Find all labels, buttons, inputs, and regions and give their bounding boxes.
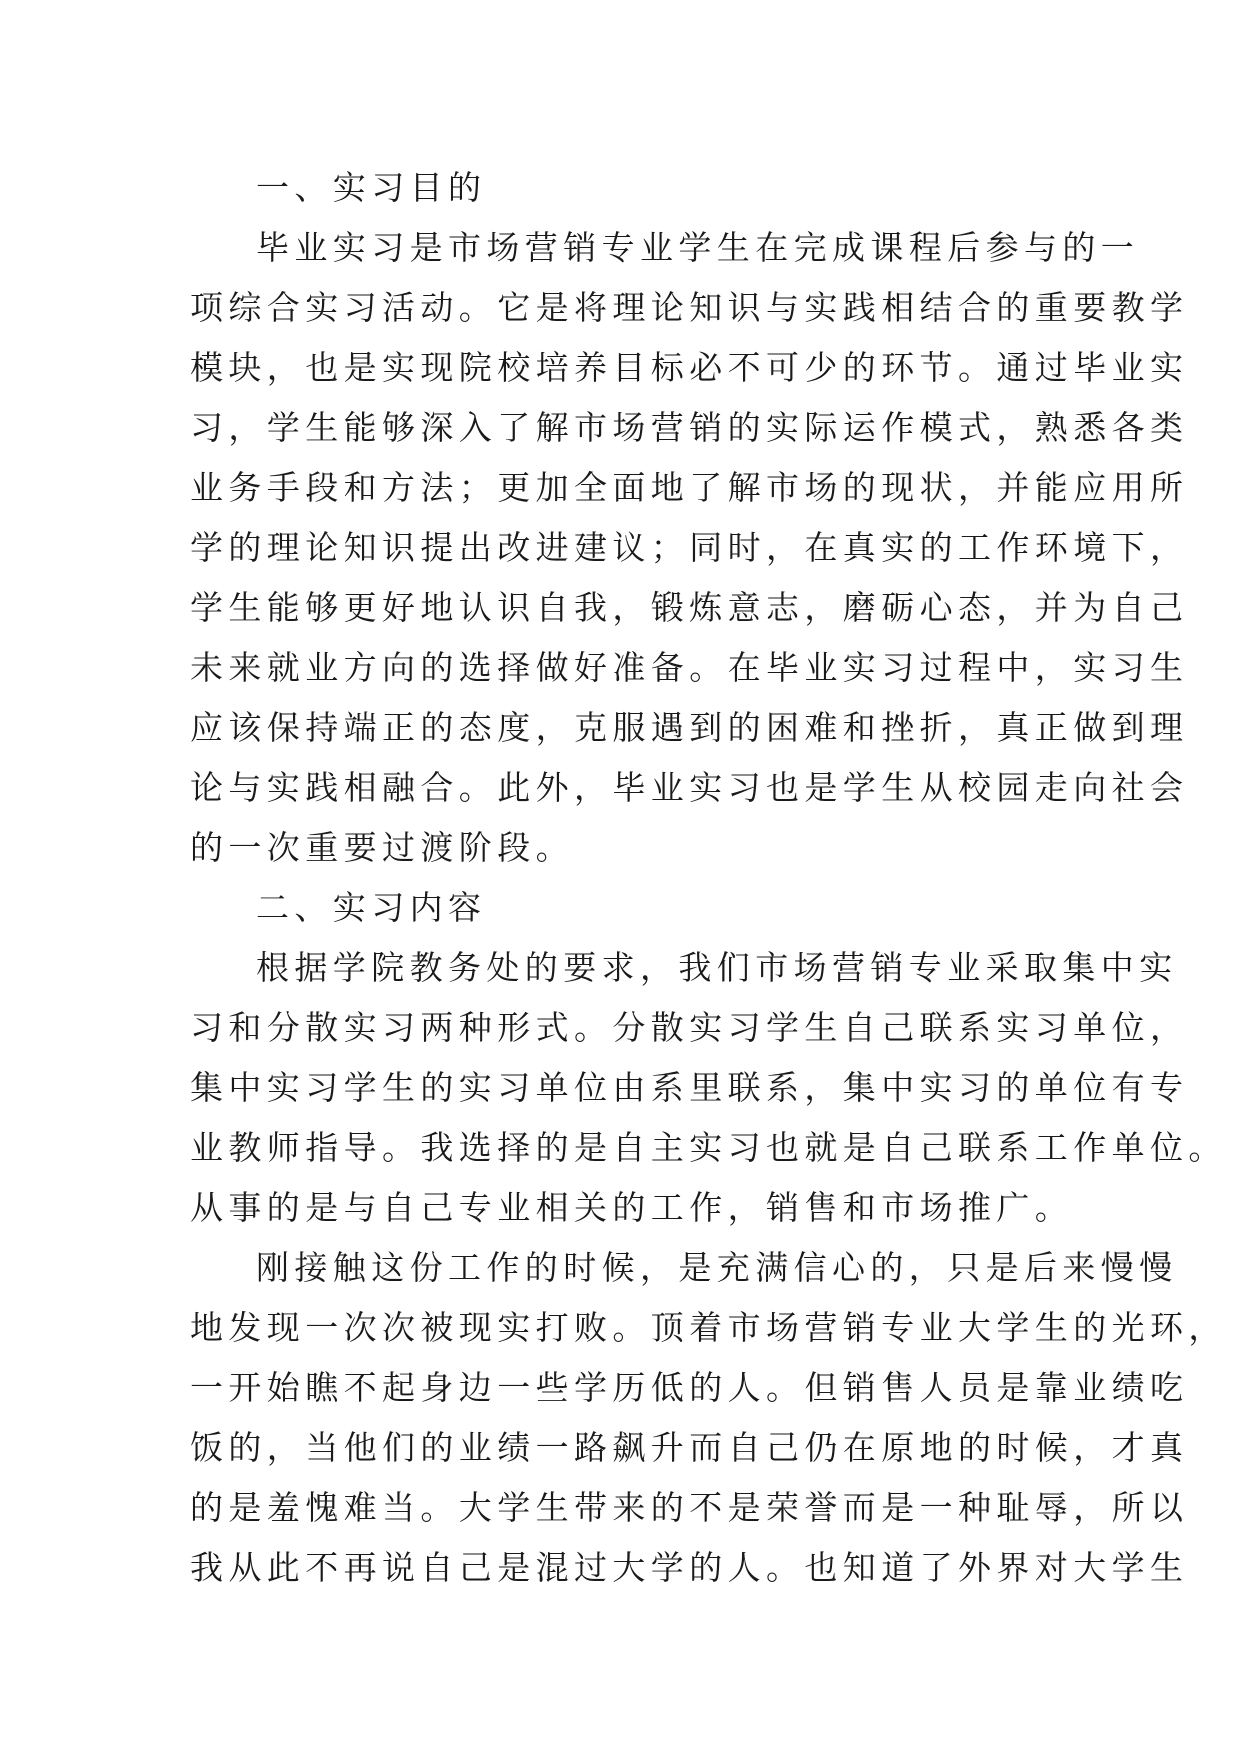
text-line: 学生能够更好地认识自我，锻炼意志，磨砺心态，并为自己 <box>190 588 1189 627</box>
text-line: 地发现一次次被现实打败。顶着市场营销专业大学生的光环， <box>190 1308 1227 1347</box>
text-line: 我从此不再说自己是混过大学的人。也知道了外界对大学生 <box>190 1548 1189 1587</box>
text-line: 从事的是与自己专业相关的工作，销售和市场推广。 <box>190 1188 1074 1227</box>
text-line: 学的理论知识提出改进建议；同时，在真实的工作环境下， <box>190 528 1189 567</box>
text-line: 的一次重要过渡阶段。 <box>190 828 574 867</box>
text-line: 集中实习学生的实习单位由系里联系，集中实习的单位有专 <box>190 1068 1189 1107</box>
text-line: 刚接触这份工作的时候，是充满信心的，只是后来慢慢 <box>256 1248 1178 1287</box>
text-line: 毕业实习是市场营销专业学生在完成课程后参与的一 <box>256 228 1140 267</box>
text-line: 模块，也是实现院校培养目标必不可少的环节。通过毕业实 <box>190 348 1189 387</box>
section-heading-purpose: 一、实习目的 <box>256 168 487 207</box>
text-line: 一开始瞧不起身边一些学历低的人。但销售人员是靠业绩吃 <box>190 1368 1189 1407</box>
text-line: 的是羞愧难当。大学生带来的不是荣誉而是一种耻辱，所以 <box>190 1488 1189 1527</box>
text-line: 根据学院教务处的要求，我们市场营销专业采取集中实 <box>256 948 1178 987</box>
text-line: 论与实践相融合。此外，毕业实习也是学生从校园走向社会 <box>190 768 1189 807</box>
text-line: 未来就业方向的选择做好准备。在毕业实习过程中，实习生 <box>190 648 1189 687</box>
text-line: 饭的，当他们的业绩一路飙升而自己仍在原地的时候，才真 <box>190 1428 1189 1467</box>
text-line: 习和分散实习两种形式。分散实习学生自己联系实习单位， <box>190 1008 1189 1047</box>
text-line: 项综合实习活动。它是将理论知识与实践相结合的重要教学 <box>190 288 1189 327</box>
text-line: 业务手段和方法；更加全面地了解市场的现状，并能应用所 <box>190 468 1189 507</box>
text-line: 习，学生能够深入了解市场营销的实际运作模式，熟悉各类 <box>190 408 1189 447</box>
text-line: 应该保持端正的态度，克服遇到的困难和挫折，真正做到理 <box>190 708 1189 747</box>
text-line: 业教师指导。我选择的是自主实习也就是自己联系工作单位。 <box>190 1128 1227 1167</box>
section-heading-content: 二、实习内容 <box>256 888 487 927</box>
document-page <box>190 158 1227 1598</box>
